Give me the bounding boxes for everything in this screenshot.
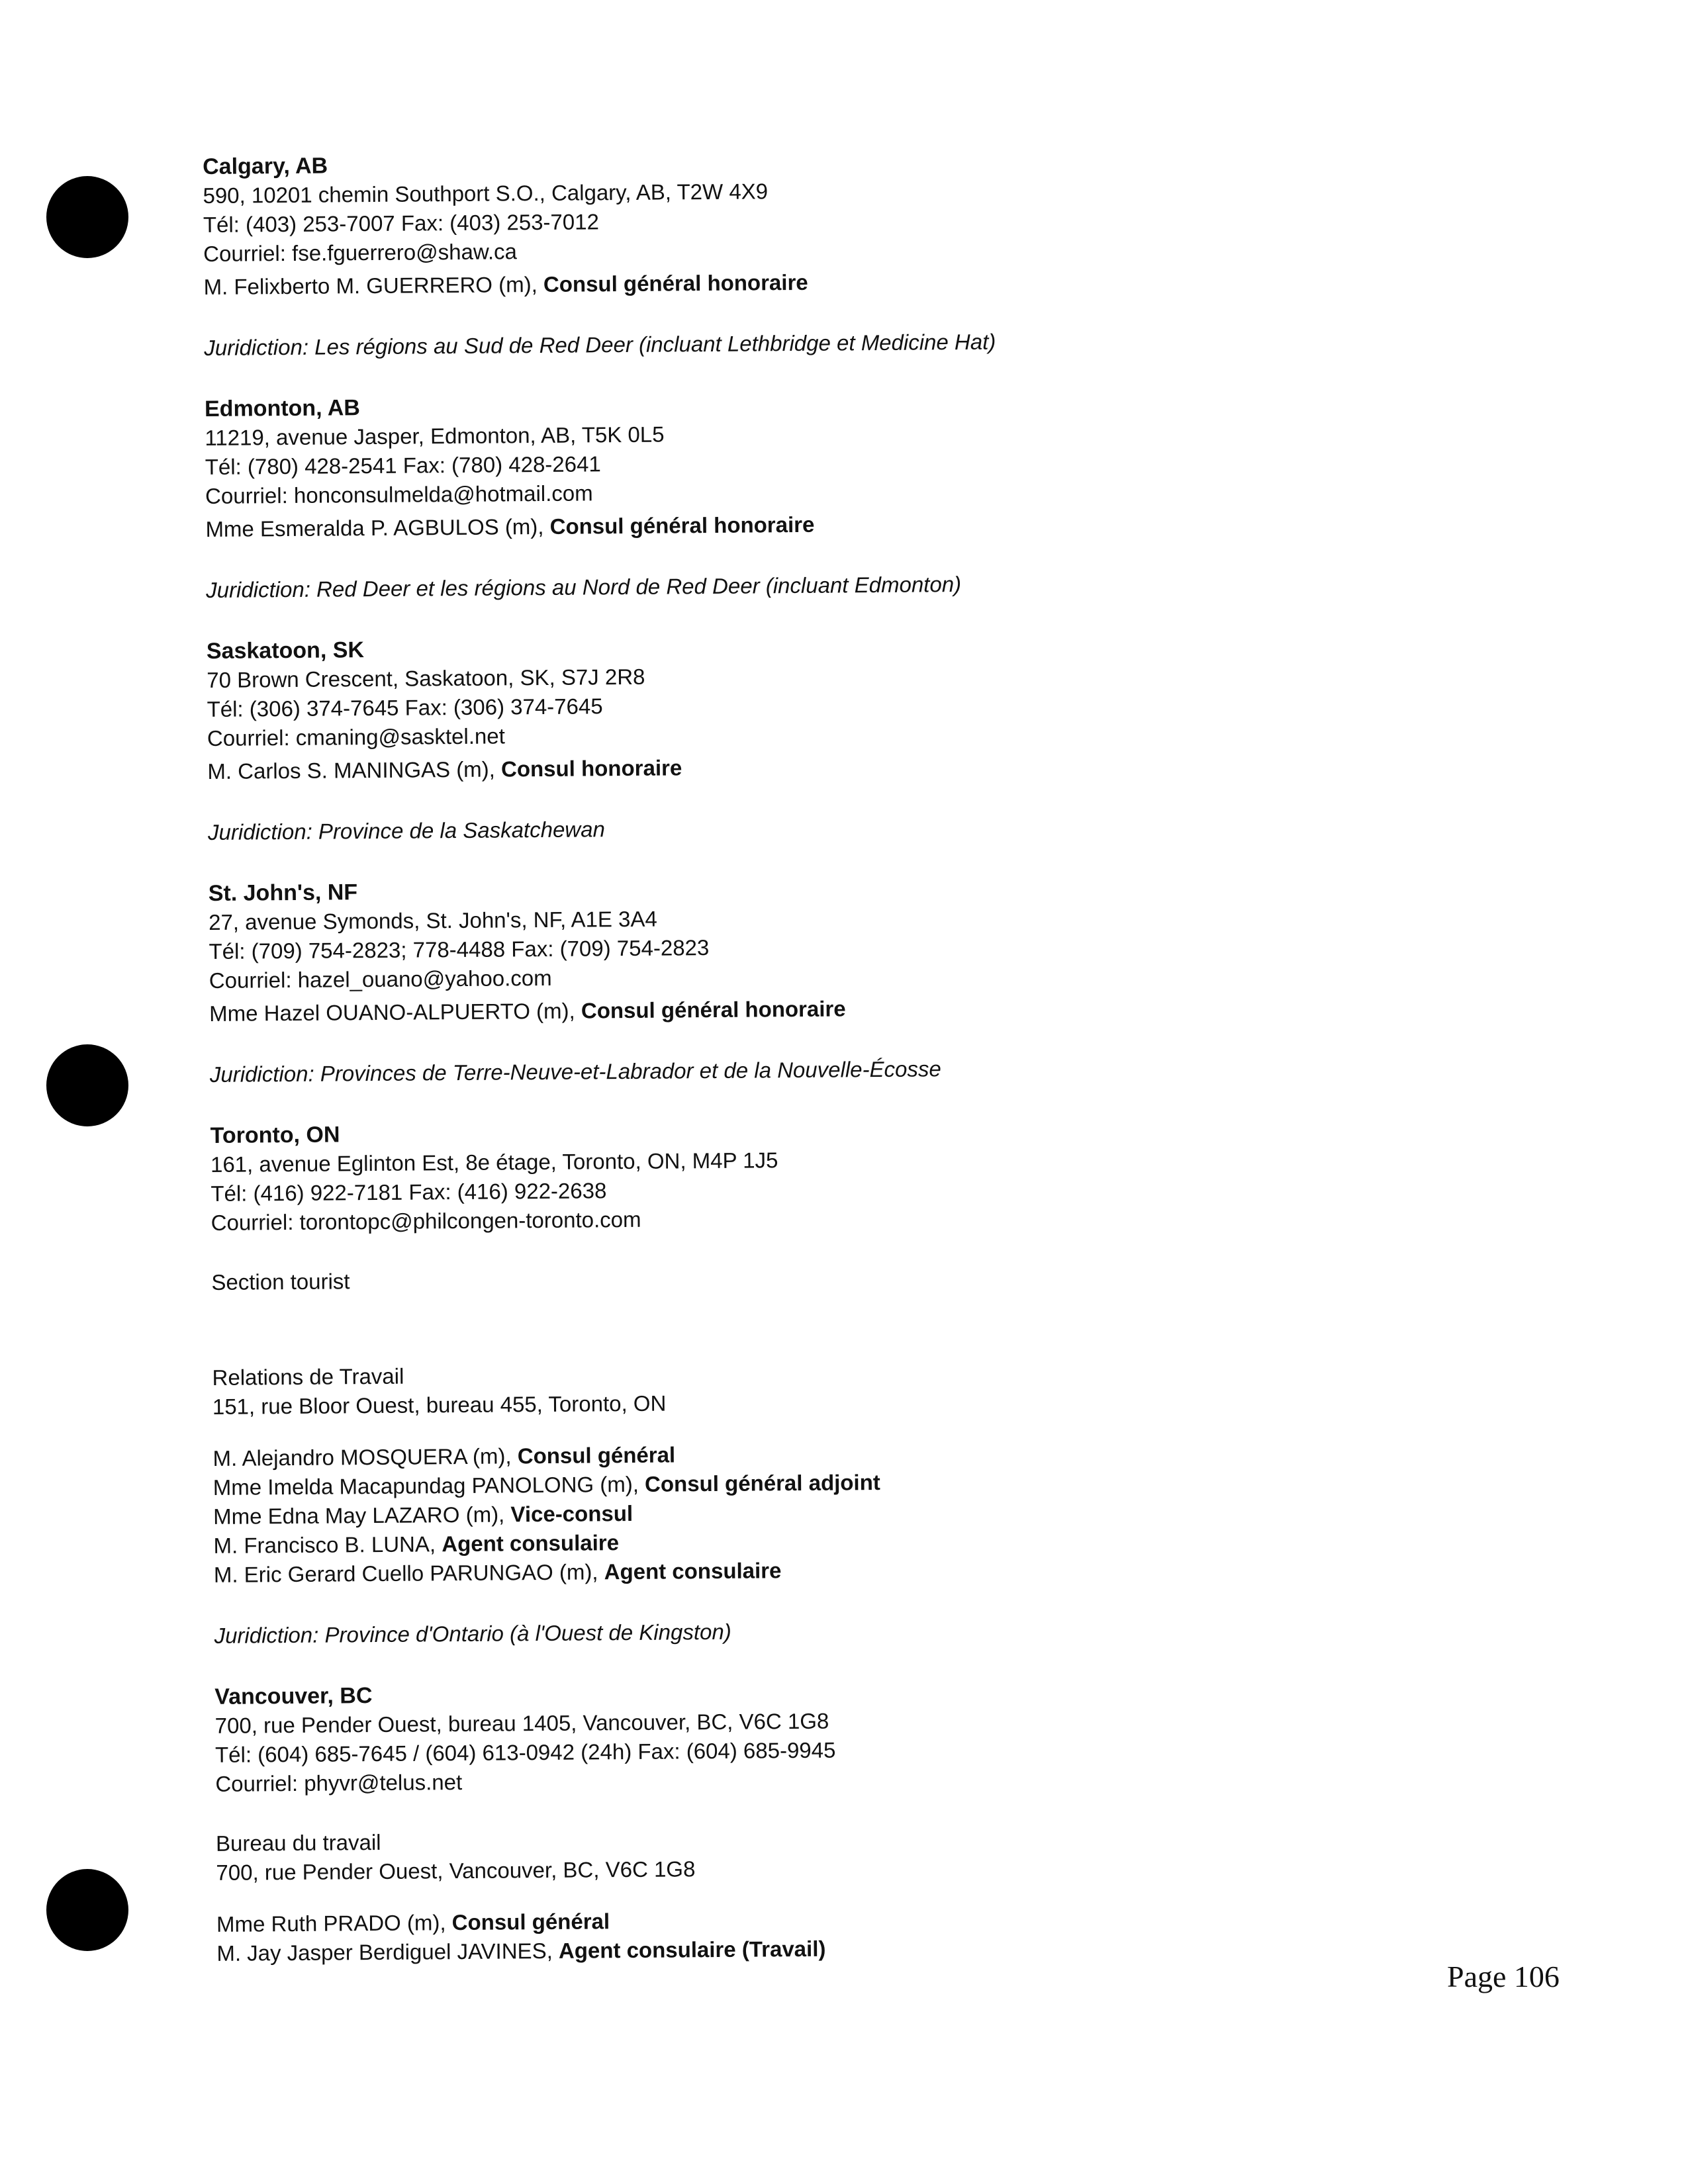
punch-hole bbox=[46, 1869, 128, 1951]
officer-name: M. Alejandro MOSQUERA (m), bbox=[212, 1443, 518, 1471]
officer-title: Consul général adjoint bbox=[644, 1470, 880, 1496]
officer-title: Consul général bbox=[517, 1442, 676, 1469]
email: Courriel: hazel_ouano@yahoo.com bbox=[209, 965, 552, 993]
phone-fax: Tél: (416) 922-7181 Fax: (416) 922-2638 bbox=[211, 1178, 607, 1206]
labor-office bbox=[212, 1353, 1470, 1422]
address: 700, rue Pender Ouest, bureau 1405, Vancouver, BC, V6C 1G8 bbox=[214, 1708, 829, 1738]
officer bbox=[207, 747, 1465, 786]
city-heading: Edmonton, AB bbox=[204, 395, 361, 422]
labor-office-title: Bureau du travail bbox=[215, 1829, 381, 1856]
officer-name: Mme Hazel OUANO-ALPUERTO (m), bbox=[209, 998, 582, 1026]
consulate-entry-vancouver bbox=[214, 1672, 1474, 1968]
jurisdiction: Juridiction: Red Deer et les régions au Nord de Red Deer (incluant Edmonton) bbox=[206, 572, 962, 602]
jurisdiction: Juridiction: Les régions au Sud de Red Deer (incluant Lethbridge et Medicine Hat) bbox=[204, 329, 996, 360]
consulate-entry-saskatoon bbox=[207, 627, 1466, 847]
address: 161, avenue Eglinton Est, 8e étage, Toronto, ON, M4P 1J5 bbox=[210, 1148, 778, 1177]
labor-office-address: 700, rue Pender Ouest, Vancouver, BC, V6C 1G8 bbox=[216, 1856, 696, 1885]
officer-title: Consul général honoraire bbox=[549, 512, 815, 539]
officer-title: Consul général honoraire bbox=[581, 996, 846, 1023]
email: Courriel: torontopc@philcongen-toronto.com bbox=[211, 1206, 641, 1235]
phone-fax: Tél: (306) 374-7645 Fax: (306) 374-7645 bbox=[207, 694, 603, 721]
email: Courriel: cmaning@sasktel.net bbox=[207, 723, 505, 751]
officer-name: Mme Esmeralda P. AGBULOS (m), bbox=[205, 514, 550, 541]
section-label: Section tourist bbox=[211, 1269, 350, 1295]
city-heading: Calgary, AB bbox=[203, 153, 328, 179]
consulate-entry-edmonton bbox=[205, 385, 1464, 605]
phone-fax: Tél: (780) 428-2541 Fax: (780) 428-2641 bbox=[205, 451, 601, 479]
officer-name: Mme Ruth PRADO (m), bbox=[216, 1910, 452, 1936]
phone-fax: Tél: (403) 253-7007 Fax: (403) 253-7012 bbox=[203, 209, 600, 237]
email: Courriel: phyvr@telus.net bbox=[215, 1769, 463, 1796]
officer-title: Consul général honoraire bbox=[543, 269, 808, 296]
officer-title: Consul général bbox=[451, 1909, 610, 1935]
consulate-entry-calgary bbox=[203, 142, 1462, 363]
officer bbox=[205, 505, 1463, 544]
officer-list bbox=[216, 1900, 1475, 1968]
consulate-entry-st-johns bbox=[209, 869, 1468, 1089]
consulate-entry-toronto bbox=[210, 1111, 1472, 1651]
jurisdiction: Juridiction: Province de la Saskatchewan bbox=[207, 817, 606, 844]
officer-title: Vice-consul bbox=[510, 1500, 633, 1527]
address: 70 Brown Crescent, Saskatoon, SK, S7J 2R8 bbox=[207, 664, 645, 692]
consulate-directory bbox=[203, 142, 1474, 1968]
officer-title: Consul honoraire bbox=[500, 755, 682, 782]
officer-title: Agent consulaire bbox=[442, 1530, 620, 1557]
officer bbox=[203, 263, 1461, 302]
city-heading: Toronto, ON bbox=[210, 1122, 340, 1148]
officer-name: M. Francisco B. LUNA, bbox=[213, 1531, 442, 1558]
address: 11219, avenue Jasper, Edmonton, AB, T5K 0L5 bbox=[205, 422, 665, 450]
officer-title: Agent consulaire (Travail) bbox=[558, 1936, 826, 1963]
officer-list bbox=[212, 1434, 1472, 1590]
officer-name: M. Felixberto M. GUERRERO (m), bbox=[203, 271, 544, 299]
address: 27, avenue Symonds, St. John's, NF, A1E 3A4 bbox=[208, 906, 657, 934]
address: 590, 10201 chemin Southport S.O., Calgary, AB, T2W 4X9 bbox=[203, 179, 769, 208]
city-heading: St. John's, NF bbox=[208, 880, 358, 906]
phone-fax: Tél: (604) 685-7645 / (604) 613-0942 (24h) Fax: (604) 685-9945 bbox=[214, 1737, 836, 1767]
email: Courriel: honconsulmelda@hotmail.com bbox=[205, 480, 593, 508]
officer-name: Mme Imelda Macapundag PANOLONG (m), bbox=[212, 1471, 645, 1500]
city-heading: Saskatoon, SK bbox=[206, 637, 365, 664]
officer-name: M. Jay Jasper Berdiguel JAVINES, bbox=[216, 1938, 559, 1966]
officer-title: Agent consulaire bbox=[604, 1558, 782, 1584]
page-number: Page 106 bbox=[1447, 1960, 1560, 1993]
labor-office bbox=[216, 1819, 1474, 1888]
officer-name: M. Carlos S. MANINGAS (m), bbox=[207, 756, 502, 784]
city-heading: Vancouver, BC bbox=[214, 1683, 373, 1709]
officer-name: Mme Edna May LAZARO (m), bbox=[213, 1502, 511, 1529]
officer bbox=[209, 989, 1467, 1028]
email: Courriel: fse.fguerrero@shaw.ca bbox=[203, 239, 518, 266]
labor-office-address: 151, rue Bloor Ouest, bureau 455, Toronto, ON bbox=[212, 1390, 667, 1419]
punch-hole bbox=[46, 176, 128, 258]
jurisdiction: Juridiction: Province d'Ontario (à l'Ouest de Kingston) bbox=[214, 1619, 731, 1648]
jurisdiction: Juridiction: Provinces de Terre-Neuve-et-Labrador et de la Nouvelle-Écosse bbox=[209, 1056, 941, 1087]
punch-hole bbox=[46, 1044, 128, 1126]
officer-name: M. Eric Gerard Cuello PARUNGAO (m), bbox=[213, 1559, 604, 1587]
phone-fax: Tél: (709) 754-2823; 778-4488 Fax: (709) 754-2823 bbox=[209, 935, 710, 964]
labor-office-title: Relations de Travail bbox=[212, 1363, 404, 1390]
